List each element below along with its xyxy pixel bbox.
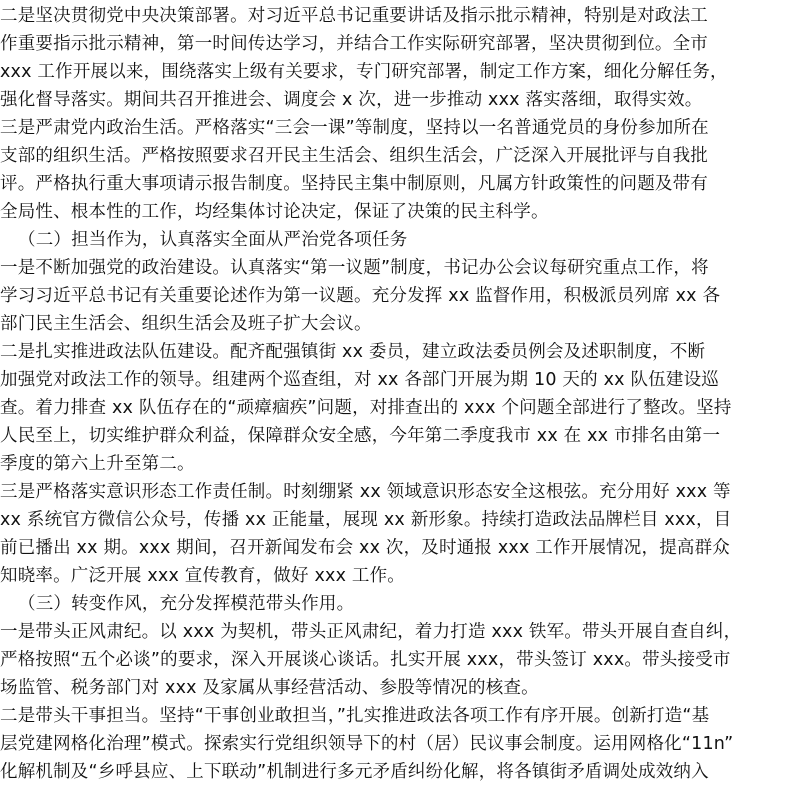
paragraph-line: 一是不断加强党的政治建设。认真落实“第一议题”制度，书记办公会议每研究重点工作，将 [0, 258, 709, 278]
paragraph-line: 层党建网格化治理”模式。探索实行党组织领导下的村（居）民议事会制度。运用网格化“11n” [0, 734, 734, 754]
paragraph-line: 化解机制及“乡呼县应、上下联动”机制进行多元矛盾纠纷化解，将各镇街矛盾调处成效纳入 [0, 762, 709, 782]
paragraph-line: 作重要指示批示精神，第一时间传达学习，并结合工作实际研究部署，坚决贯彻到位。全市 [0, 34, 708, 54]
paragraph-line: 加强党对政法工作的领导。组建两个巡查组，对 xx 各部门开展为期 10 天的 xx 队伍建设巡 [0, 370, 719, 390]
paragraph-line: 三是严肃党内政治生活。严格落实“三会一课”等制度，坚持以一名普通党员的身份参加所在 [0, 118, 709, 138]
paragraph-line: 二是坚决贯彻党中央决策部署。对习近平总书记重要讲话及指示批示精神，特别是对政法工 [0, 6, 708, 26]
paragraph-line: 人民至上，切实维护群众利益，保障群众安全感，今年第二季度我市 xx 在 xx 市排名由第一 [0, 426, 721, 446]
paragraph-line: 二是扎实推进政法队伍建设。配齐配强镇街 xx 委员，建立政法委员例会及述职制度，不断 [0, 342, 706, 362]
paragraph-line: 全局性、根本性的工作，均经集体讨论决定，保证了决策的民主科学。 [0, 202, 549, 222]
paragraph-line: 知晓率。广泛开展 xxx 宣传教育，做好 xxx 工作。 [0, 566, 405, 586]
paragraph-line: 三是严格落实意识形态工作责任制。时刻绷紧 xx 领域意识形态安全这根弦。充分用好 xxx 等 [0, 482, 731, 502]
paragraph-line: 季度的第六上升至第二。 [0, 454, 195, 474]
paragraph-line: 强化督导落实。期间共召开推进会、调度会 x 次，进一步推动 xxx 落实落细，取得实效。 [0, 90, 703, 110]
paragraph-line: 评。严格执行重大事项请示报告制度。坚持民主集中制原则，凡属方针政策性的问题及带有 [0, 174, 708, 194]
paragraph-line: xxx 工作开展以来，围绕落实上级有关要求，专门研究部署，制定工作方案，细化分解任务， [0, 62, 728, 82]
paragraph-line: 一是带头正风肃纪。以 xxx 为契机，带头正风肃纪，着力打造 xxx 铁军。带头开展自查自纠， [0, 622, 742, 642]
paragraph-line: 前已播出 xx 期。xxx 期间，召开新闻发布会 xx 次，及时通报 xxx 工作开展情况，提高群众 [0, 538, 731, 558]
paragraph-line: 严格按照“五个必谈”的要求，深入开展谈心谈话。扎实开展 xxx，带头签订 xxx。带头接受市 [0, 650, 731, 670]
paragraph-line: 二是带头干事担当。坚持“干事创业敢担当，”扎实推进政法各项工作有序开展。创新打造“基 [0, 706, 710, 726]
section-heading: （二）担当作为，认真落实全面从严治党各项任务 [18, 230, 408, 250]
paragraph-line: xx 系统官方微信公众号，传播 xx 正能量，展现 xx 新形象。持续打造政法品牌栏目 xxx，目 [0, 510, 732, 530]
paragraph-line: 场监管、税务部门对 xxx 及家属从事经营活动、参股等情况的核查。 [0, 678, 539, 698]
paragraph-line: 学习习近平总书记有关重要论述作为第一议题。充分发挥 xx 监督作用，积极派员列席 xx 各 [0, 286, 721, 306]
paragraph-line: 支部的组织生活。严格按照要求召开民主生活会、组织生活会，广泛深入开展批评与自我批 [0, 146, 708, 166]
section-heading: （三）转变作风，充分发挥模范带头作用。 [18, 594, 355, 614]
paragraph-line: 查。着力排查 xx 队伍存在的“顽瘴痼疾”问题，对排查出的 xxx 个问题全部进行了整改。坚持 [0, 398, 732, 418]
paragraph-line: 部门民主生活会、组织生活会及班子扩大会议。 [0, 314, 372, 334]
